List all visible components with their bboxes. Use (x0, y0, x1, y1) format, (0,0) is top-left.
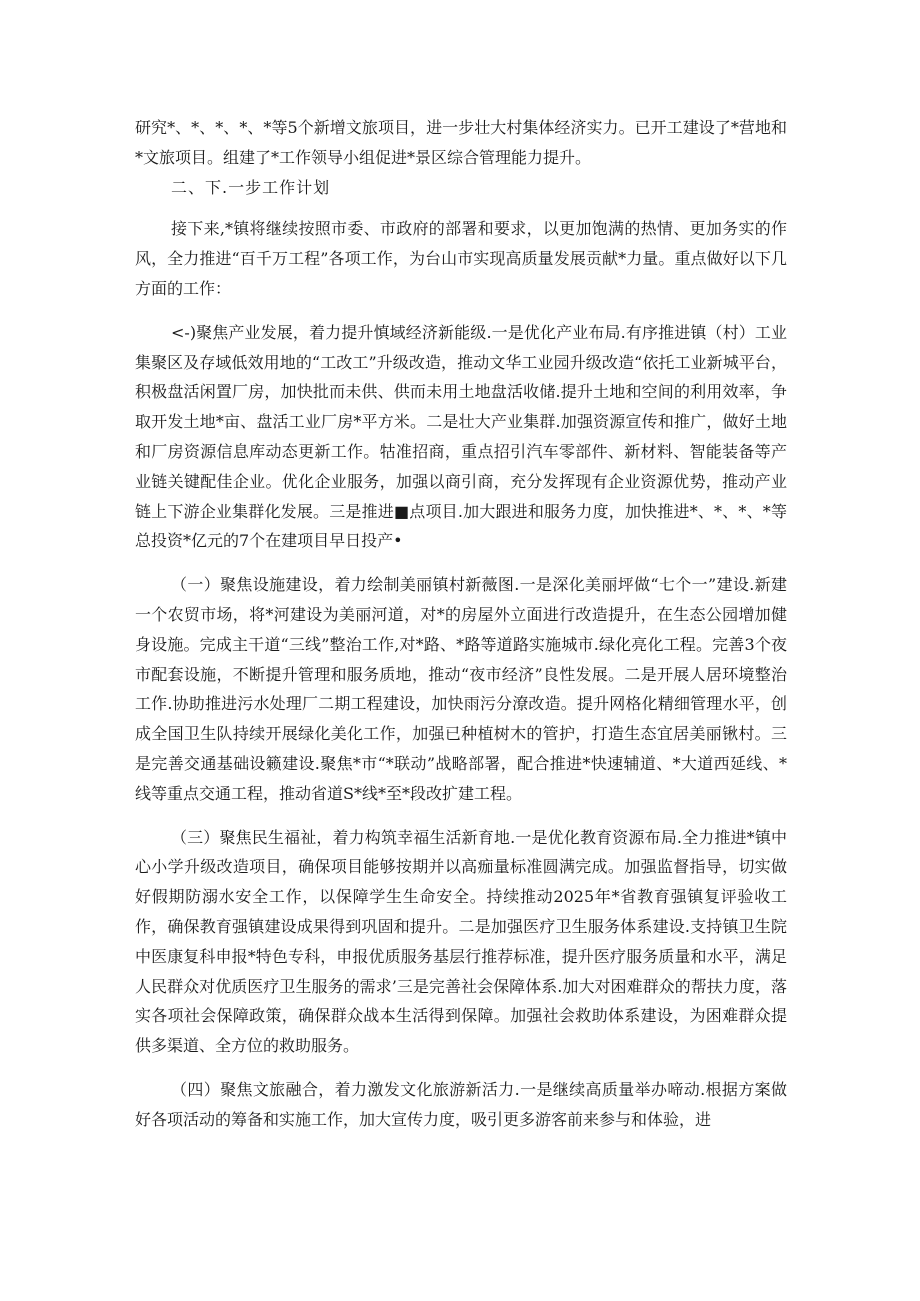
paragraph-next-steps: 接下来,*镇将继续按照市委、市政府的部署和要求，以更加饱满的热情、更加务实的作风，全力推进“百千万工程”各项工作，为台山市实现高质量发展贡献*力量。重点做好以下几方面的工作： (135, 219, 787, 298)
document-page (135, 113, 787, 1135)
paragraph-intro: 研究*、*、*、*、*等5个新增文旅项目，进一步壮大村集体经济实力。已开工建设了*营地和*文旅项目。组建了*工作领导小组促进*景区综合管理能力提升。 (135, 118, 787, 167)
paragraph-culture-tourism: （四）聚焦文旅融合，着力激发文化旅游新活力.一是继续高质量举办啼动.根据方案做好各项活动的筹备和实施工作，加大宣传力度，吸引更多游客前来参与和体验，进 (135, 1079, 787, 1129)
paragraph-facilities: （一）聚焦设施建设，着力绘制美丽镇村新薇图.一是深化美丽坪做“七个一”建设.新建一个农贸市场，将*河建设为美丽河道，对*的房屋外立面进行改造提升，在生态公园增加健身设施。完成主干道“三线”整治工作,对*路、*路等道路实施城市.绿化亮化工程。完善3个夜市配套设施，不断提升管理和服务质地，推动“夜市经济”良性发展。二是开展人居环境整治工作.协助推进污水处理厂二期工程建设，加快雨污分潦改造。提升网格化精细管理水平，创成全国卫生队持续开展绿化美化工作，加强已种植树木的管护，打造生态宜居美丽锹村。三是完善交通基础设籁建设.聚焦*市“*联动”战略部署，配合推进*快速辅道、*大道西延线、*线等重点交通工程，推动省道S*线*至*段改扩建工程。 (135, 575, 787, 803)
paragraph-livelihood: （三）聚焦民生福祉，着力构筑幸福生活新育地.一是优化教育资源布局.全力推进*镇中心小学升级改造项目，确保项目能够按期并以高痂量标准圆满完成。加强监督指导，切实做好假期防溺水安全工作，以保障学生生命安全。持续推动2025年*省教育强镇复评验收工作，确保教育强镇建设成果得到巩固和提升。二是加强医疗卫生服务体系建设.支持镇卫生院中医康复科申报*特色专科，申报优质服务基层行推荐标准，提升医疗服务质量和水平，满足人民群众对优质医疗卫生服务的需求’三是完善社会保障体系.加大对困难群众的帮扶力度，落实各项社会保障政策，确保群众战本生活得到保障。加强社会救助体系建设，为困难群众提供多渠道、全方位的救助服务。 (135, 827, 787, 1056)
paragraph-industry: <-)聚焦产业发展，着力提升慎域经济新能级.一是优化产业布局.有序推进镇（村）工业集聚区及存域低效用地的“工改工”升级改造，推动文华工业园升级改造“依托工业新城平台，积极盘活闲置厂房，加快批而未供、供而未用土地盘活收储.提升土地和空间的利用效率，争取开发土地*亩、盘活工业厂房*平方米。二是壮大产业集群.加强资源宣传和推广，做好土地和厂房资源信息库动态更新工作。牯准招商，重点招引汽车零部件、新材料、智能装备等产业链关键配佳企业。优化企业服务，加强以商引商，充分发挥现有企业资源优势，推动产业链上下游企业集群化发展。三是推进■点项目.加大跟进和服务力度，加快推进*、*、*、*等总投资*亿元的7个在建项目早日投产• (135, 322, 787, 551)
section-heading-next-plan: 二、下.一步工作计划 (171, 177, 331, 197)
